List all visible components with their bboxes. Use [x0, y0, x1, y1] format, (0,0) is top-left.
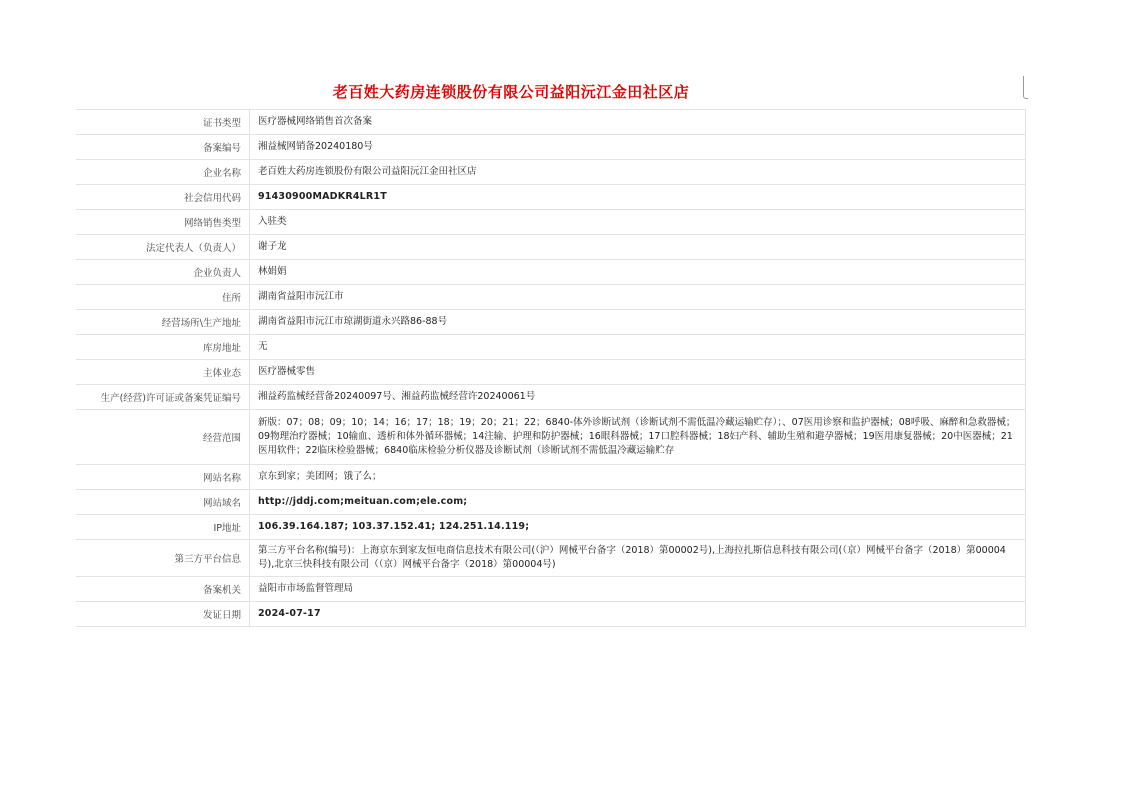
row-label: 网站名称 — [76, 465, 250, 490]
row-label: 法定代表人（负责人） — [76, 235, 250, 260]
row-label: 第三方平台信息 — [76, 540, 250, 577]
row-value: http://jddj.com;meituan.com;ele.com; — [250, 490, 1026, 515]
row-label: 发证日期 — [76, 602, 250, 627]
table-row — [76, 515, 1026, 540]
table-row — [76, 385, 1026, 410]
row-value: 益阳市市场监督管理局 — [250, 577, 1026, 602]
table-row — [76, 310, 1026, 335]
row-label: 网络销售类型 — [76, 210, 250, 235]
table-row — [76, 110, 1026, 135]
row-value: 林娟娟 — [250, 260, 1026, 285]
table-row — [76, 465, 1026, 490]
record-table — [76, 109, 1026, 627]
table-row — [76, 410, 1026, 465]
table-row — [76, 577, 1026, 602]
row-value: 新版：07；08；09；10；14；16；17；18；19；20；21；22；6840-体外诊断试剂（诊断试剂不需低温冷藏运输贮存）；、07医用诊察和监护器械；08呼吸、麻醉和急救器械；09物理治疗器械；10输血、透析和体外循环器械；14注输、护理和防护器械；16眼科器械；17口腔科器械；18妇产科、辅助生殖和避孕器械；19医用康复器械；20中医器械；21医用软件；22临床检验器械；6840临床检验分析仪器及诊断试剂（诊断试剂不需低温冷藏运输贮存 — [250, 410, 1026, 465]
table-row — [76, 185, 1026, 210]
row-label: 备案机关 — [76, 577, 250, 602]
table-row — [76, 235, 1026, 260]
scrollbar-indicator[interactable] — [1023, 76, 1028, 99]
row-value: 第三方平台名称(编号)：上海京东到家友恒电商信息技术有限公司(（沪）网械平台备字（2018）第00002号),上海拉扎斯信息科技有限公司(（京）网械平台备字（2018）第00004号),北京三快科技有限公司（（京）网械平台备字（2018）第00004号) — [250, 540, 1026, 577]
row-label: 住所 — [76, 285, 250, 310]
table-row — [76, 285, 1026, 310]
row-value: 湘益药监械经营备20240097号、湘益药监械经营许20240061号 — [250, 385, 1026, 410]
table-row — [76, 360, 1026, 385]
row-label: 网站域名 — [76, 490, 250, 515]
row-value: 入驻类 — [250, 210, 1026, 235]
row-value: 湘益械网销备20240180号 — [250, 135, 1026, 160]
row-value: 2024-07-17 — [250, 602, 1026, 627]
row-label: IP地址 — [76, 515, 250, 540]
row-label: 主体业态 — [76, 360, 250, 385]
row-value: 老百姓大药房连锁股份有限公司益阳沅江金田社区店 — [250, 160, 1026, 185]
table-row — [76, 490, 1026, 515]
row-value: 湖南省益阳市沅江市琼湖街道永兴路86-88号 — [250, 310, 1026, 335]
row-label: 证书类型 — [76, 110, 250, 135]
row-label: 企业负责人 — [76, 260, 250, 285]
row-label: 经营场所\生产地址 — [76, 310, 250, 335]
page-title: 老百姓大药房连锁股份有限公司益阳沅江金田社区店 — [332, 83, 690, 101]
row-value: 91430900MADKR4LR1T — [250, 185, 1026, 210]
table-row — [76, 335, 1026, 360]
row-label: 生产(经营)许可证或备案凭证编号 — [76, 385, 250, 410]
table-row — [76, 210, 1026, 235]
row-value: 医疗器械零售 — [250, 360, 1026, 385]
table-row — [76, 135, 1026, 160]
row-value: 106.39.164.187; 103.37.152.41; 124.251.14.119; — [250, 515, 1026, 540]
table-row — [76, 160, 1026, 185]
row-value: 谢子龙 — [250, 235, 1026, 260]
table-row — [76, 540, 1026, 577]
table-row — [76, 260, 1026, 285]
row-label: 社会信用代码 — [76, 185, 250, 210]
row-value: 湖南省益阳市沅江市 — [250, 285, 1026, 310]
row-label: 备案编号 — [76, 135, 250, 160]
row-label: 库房地址 — [76, 335, 250, 360]
row-value: 京东到家；美团网；饿了么； — [250, 465, 1026, 490]
row-label: 经营范围 — [76, 410, 250, 465]
row-label: 企业名称 — [76, 160, 250, 185]
row-value: 医疗器械网络销售首次备案 — [250, 110, 1026, 135]
row-value: 无 — [250, 335, 1026, 360]
table-row — [76, 602, 1026, 627]
